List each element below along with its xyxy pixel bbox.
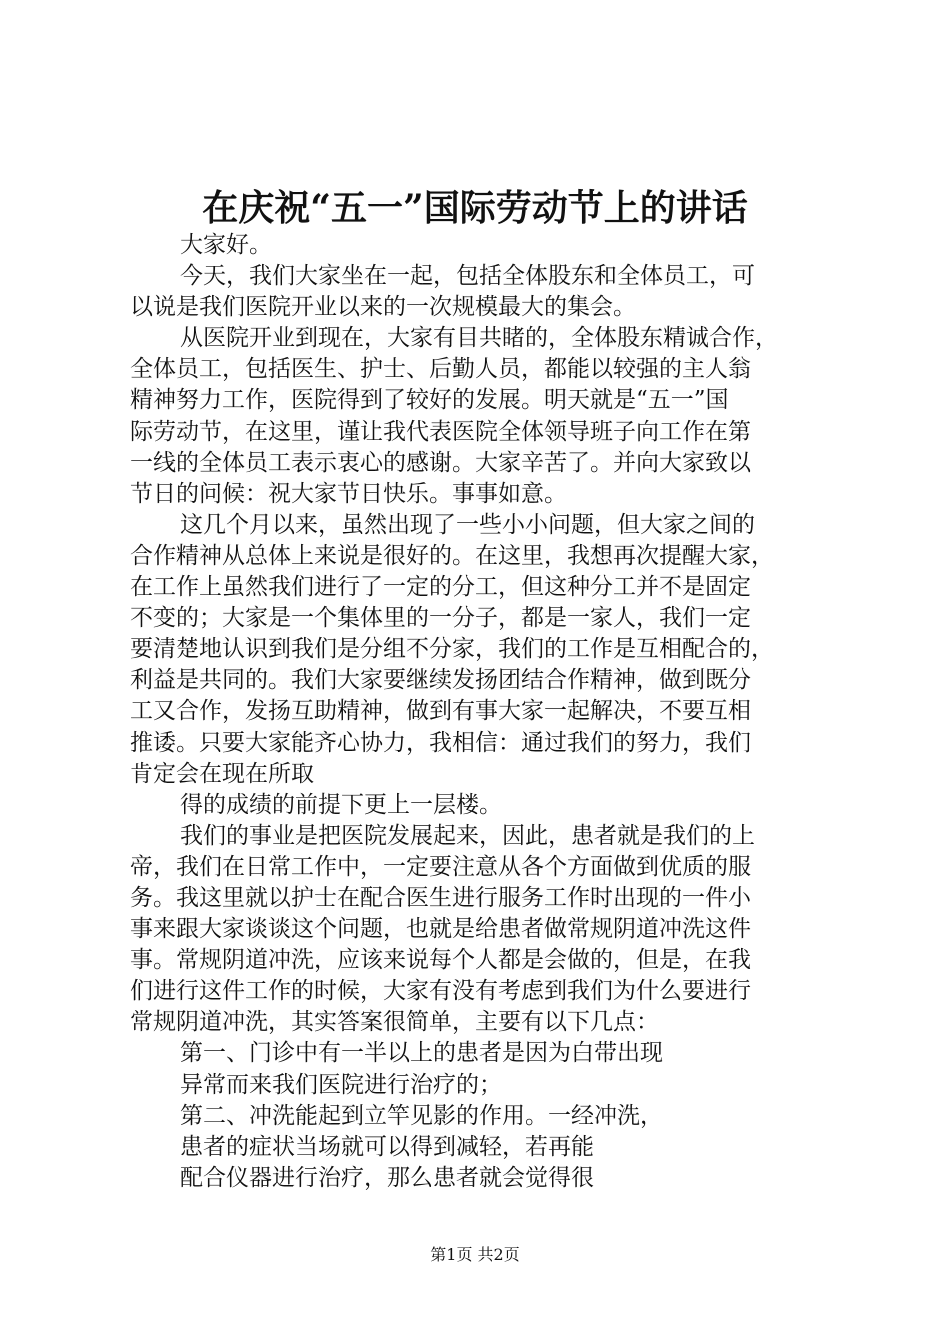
body-line: 第二、冲洗能起到立竿见影的作用。一经冲洗， [180, 1102, 663, 1129]
body-line: 得的成绩的前提下更上一层楼。 [180, 791, 502, 818]
body-line: 这几个月以来，虽然出现了一些小小问题，但大家之间的 [180, 511, 755, 538]
body-line: 合作精神从总体上来说是很好的。在这里，我想再次提醒大家， [130, 542, 774, 569]
body-line: 第一、门诊中有一半以上的患者是因为白带出现 [180, 1040, 663, 1067]
body-line: 不变的；大家是一个集体里的一分子，都是一家人，我们一定 [130, 605, 751, 632]
body-line: 事来跟大家谈谈这个问题，也就是给患者做常规阴道冲洗这件 [130, 916, 751, 943]
body-line: 常规阴道冲洗，其实答案很简单，主要有以下几点： [130, 1009, 659, 1036]
body-line: 异常而来我们医院进行治疗的； [180, 1071, 502, 1098]
page-footer: 第1页 共2页 [430, 1245, 520, 1264]
body-line: 患者的症状当场就可以得到减轻，若再能 [180, 1133, 594, 1160]
document-body [130, 230, 830, 1194]
body-line: 肯定会在现在所取 [130, 760, 314, 787]
body-line: 在工作上虽然我们进行了一定的分工，但这种分工并不是固定 [130, 574, 751, 601]
body-line: 推诿。只要大家能齐心协力，我相信：通过我们的努力，我们 [130, 729, 751, 756]
body-line: 一线的全体员工表示衷心的感谢。大家辛苦了。并向大家致以 [130, 449, 751, 476]
body-line: 今天，我们大家坐在一起，包括全体股东和全体员工，可 [180, 263, 755, 290]
body-line: 以说是我们医院开业以来的一次规模最大的集会。 [130, 294, 636, 321]
body-line: 精神努力工作，医院得到了较好的发展。明天就是“五一”国 [130, 387, 729, 414]
body-line: 们进行这件工作的时候，大家有没有考虑到我们为什么要进行 [130, 978, 751, 1005]
body-line: 大家好。 [180, 232, 272, 258]
body-line: 事。常规阴道冲洗，应该来说每个人都是会做的，但是，在我 [130, 947, 751, 974]
body-line: 工又合作，发扬互助精神，做到有事大家一起解决，不要互相 [130, 698, 751, 725]
body-line: 我们的事业是把医院发展起来，因此，患者就是我们的上 [180, 822, 755, 849]
body-line: 配合仪器进行治疗，那么患者就会觉得很 [180, 1164, 594, 1191]
body-line: 从医院开业到现在，大家有目共睹的，全体股东精诚合作， [180, 325, 778, 352]
body-line: 际劳动节，在这里，谨让我代表医院全体领导班子向工作在第 [130, 418, 751, 445]
body-line: 全体员工，包括医生、护士、后勤人员，都能以较强的主人翁 [130, 356, 751, 383]
body-line: 利益是共同的。我们大家要继续发扬团结合作精神，做到既分 [130, 667, 751, 694]
document-title: 在庆祝“五一”国际劳动节上的讲话 [202, 187, 748, 229]
body-line: 务。我这里就以护士在配合医生进行服务工作时出现的一件小 [130, 884, 751, 911]
body-line: 节日的问候：祝大家节日快乐。事事如意。 [130, 480, 567, 507]
body-line: 帝，我们在日常工作中，一定要注意从各个方面做到优质的服 [130, 853, 751, 880]
body-line: 要清楚地认识到我们是分组不分家，我们的工作是互相配合的， [130, 636, 774, 663]
